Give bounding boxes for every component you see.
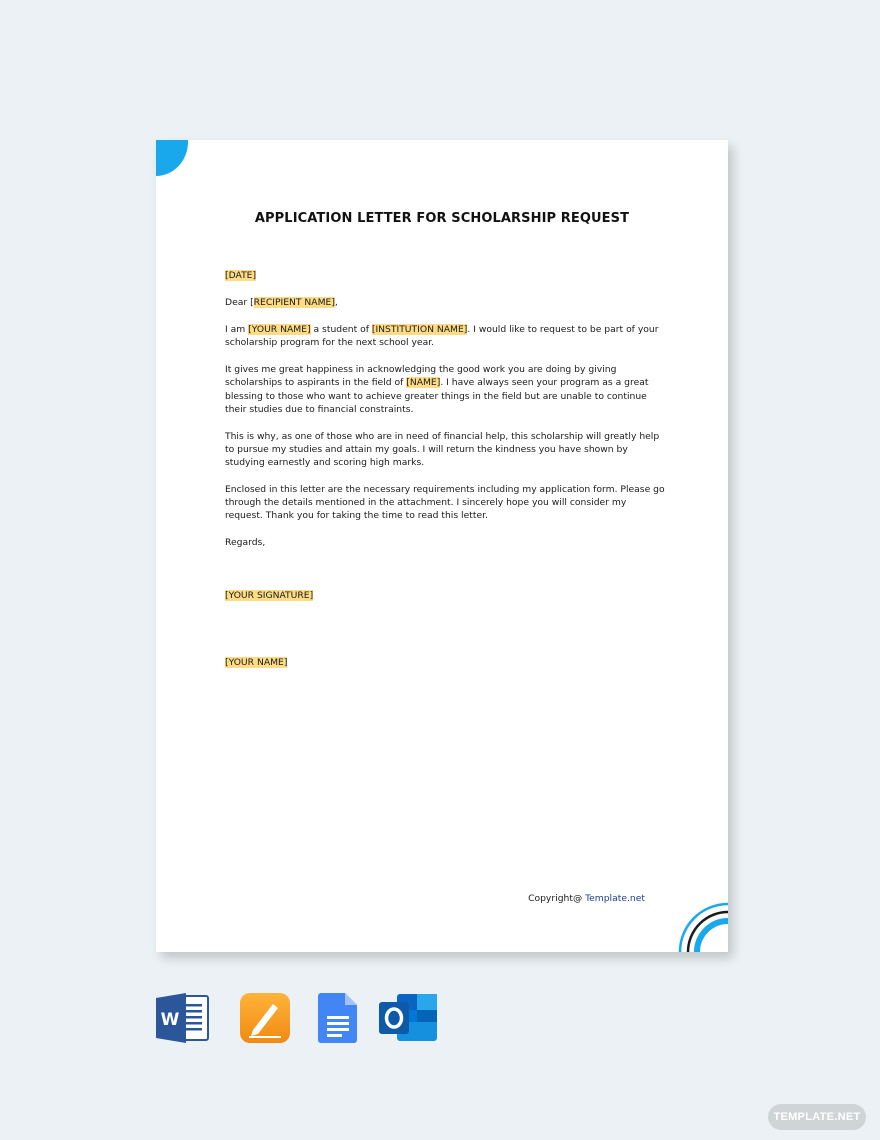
word-icon[interactable]	[156, 992, 210, 1044]
pages-icon[interactable]	[239, 992, 291, 1044]
institution-placeholder: [INSTITUTION NAME]	[371, 324, 468, 336]
signature-placeholder: [YOUR SIGNATURE]	[225, 590, 314, 602]
document-title: APPLICATION LETTER FOR SCHOLARSHIP REQUEST	[254, 211, 630, 226]
copyright-prefix: Copyright@	[528, 893, 586, 904]
date-line	[225, 269, 665, 282]
signature-line	[225, 589, 665, 602]
para2-text-1: It gives me great happiness in acknowledging the good work you are doing by giving scholarships to aspirants in the field of	[225, 364, 617, 389]
salutation-prefix: Dear	[225, 297, 251, 309]
outlook-icon[interactable]	[379, 992, 439, 1044]
copyright-brand: Template.net	[585, 893, 645, 904]
date-placeholder: [DATE]	[225, 270, 257, 281]
corner-decoration-top-left	[156, 140, 188, 176]
template-net-badge[interactable]: TEMPLATE.NET	[768, 1104, 866, 1130]
para1-text-3: . I would like to request to be part of your scholarship program for the next school year.	[225, 324, 659, 349]
paragraph-appreciation	[225, 363, 665, 415]
name-line	[225, 656, 665, 669]
paragraph-intro	[225, 323, 665, 349]
svg-text:W: W	[160, 1010, 180, 1030]
name-placeholder: [YOUR NAME]	[225, 656, 288, 668]
paragraph-need: This is why, as one of those who are in need of financial help, this scholarship will greatly help to pursue my studies and attain my goals. I will return the kindness you have shown by studying earnestly and scoring high marks.	[225, 430, 660, 468]
para2-text-2: . I have always seen your program as a great blessing to those who want to achieve greater things in the field but are unable to continue their studies due to financial constraints.	[225, 377, 649, 415]
recipient-placeholder: RECIPIENT NAME]	[253, 297, 335, 309]
your-name-placeholder: [YOUR NAME]	[248, 324, 311, 336]
salutation-bracket: [	[250, 297, 254, 309]
letter-body	[225, 269, 665, 683]
salutation	[225, 296, 665, 309]
salutation-suffix: ,	[334, 297, 338, 309]
compatible-apps	[0, 992, 880, 1044]
para1-text-2: a student of	[310, 324, 372, 336]
para1-text-1: I am	[225, 324, 249, 336]
google-docs-icon[interactable]	[318, 992, 358, 1044]
field-placeholder: [NAME]	[406, 377, 441, 389]
closing: Regards,	[225, 537, 266, 549]
copyright	[528, 893, 645, 904]
document-page	[156, 140, 728, 952]
corner-decoration-bottom-right	[668, 892, 728, 952]
paragraph-enclosure: Enclosed in this letter are the necessary requirements including my application form. Please go through the details mentioned in the attachment. I sincerely hope you will consider my request. Thank you for taking the time to read this letter.	[225, 484, 665, 522]
